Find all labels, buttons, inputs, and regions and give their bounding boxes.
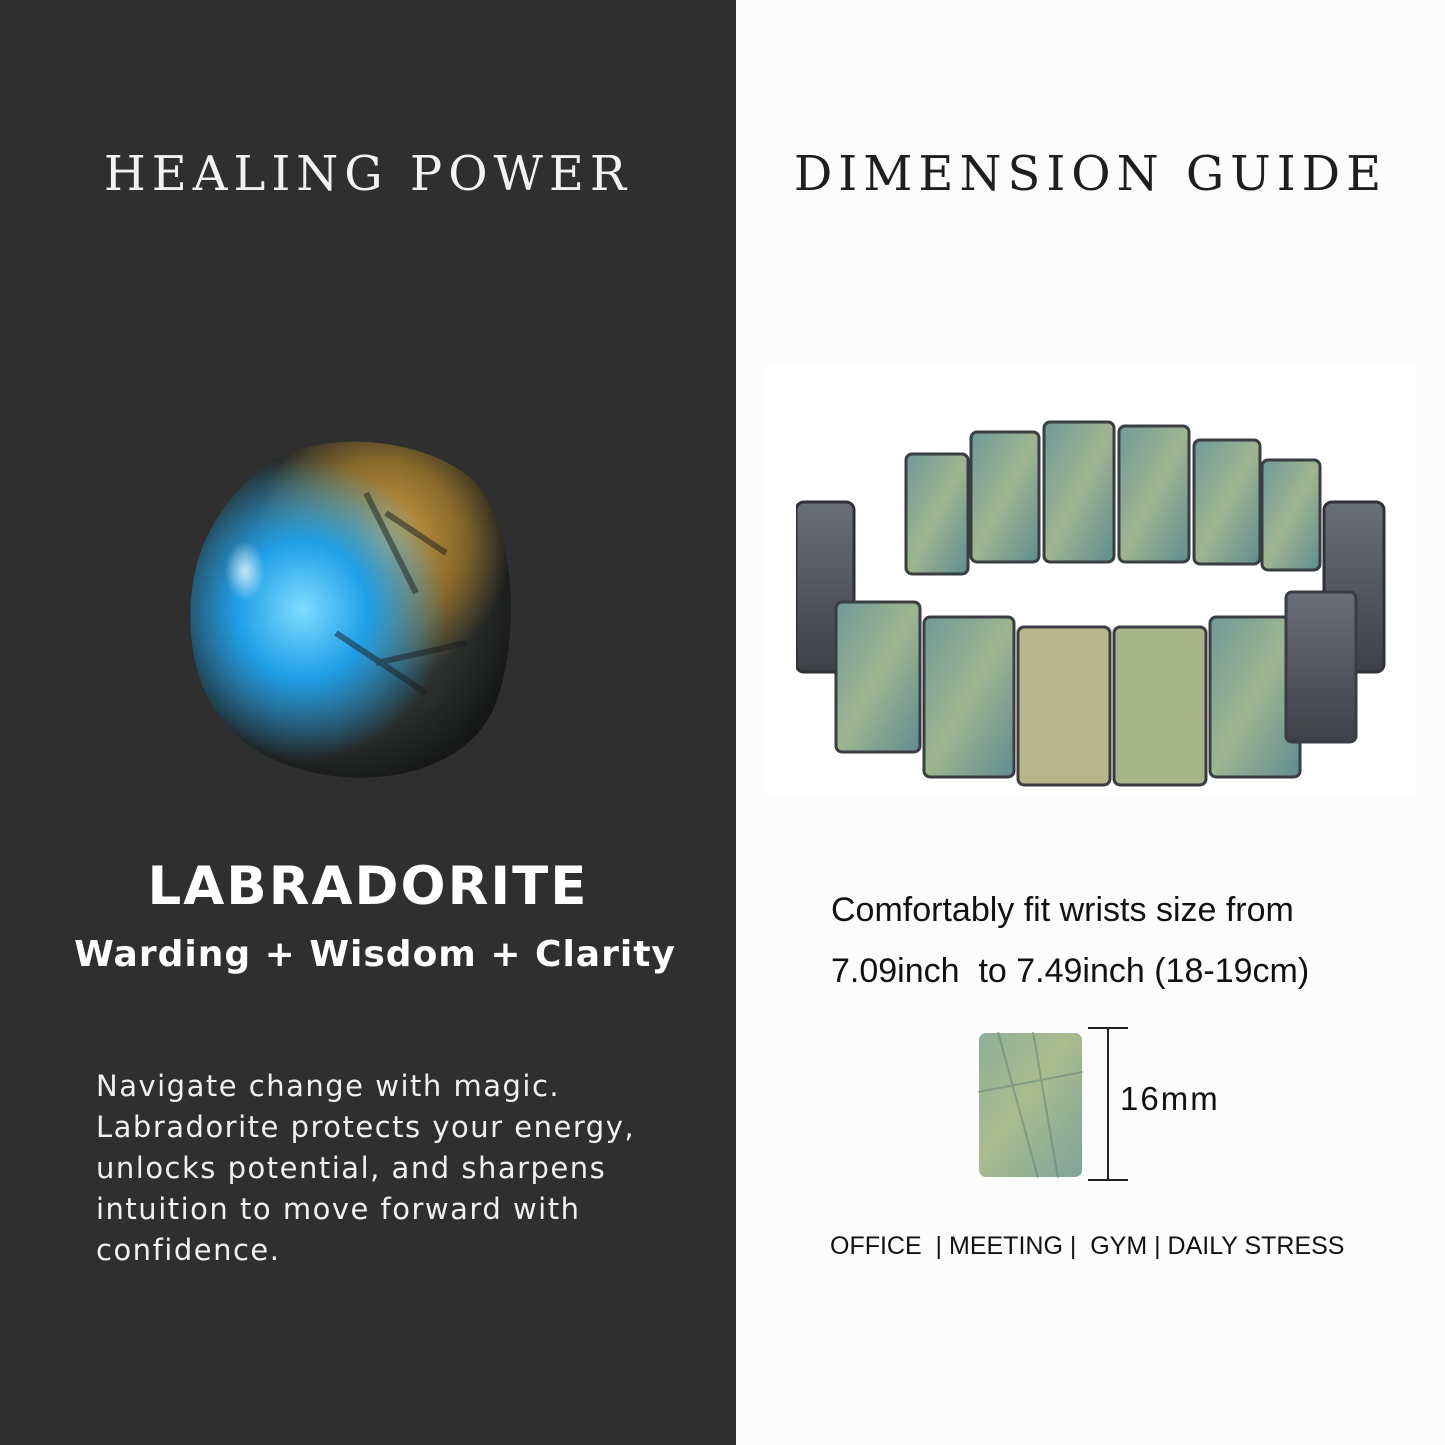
description-line: intuition to move forward with (96, 1192, 581, 1226)
description-line: Labradorite protects your energy, (96, 1110, 636, 1144)
use-cases: OFFICE | MEETING | GYM | DAILY STRESS (830, 1232, 1345, 1260)
healing-power-heading: HEALING POWER (103, 146, 633, 202)
description-line: unlocks potential, and sharpens (96, 1151, 607, 1185)
bracelet-image (796, 412, 1392, 792)
stone-name: LABRADORITE (147, 856, 589, 917)
description-line: confidence. (96, 1233, 281, 1267)
labradorite-stone-image (186, 433, 512, 781)
description-line: Navigate change with magic. (96, 1069, 561, 1103)
dimension-guide-panel (736, 0, 1445, 1445)
bead-size-label: 16mm (1120, 1080, 1220, 1117)
wrist-fit-text (831, 880, 1431, 1002)
stone-properties: Warding + Wisdom + Clarity (74, 934, 676, 975)
dimension-guide-heading: DIMENSION GUIDE (793, 146, 1388, 202)
single-bead-image (978, 1032, 1083, 1178)
stone-description (96, 1066, 696, 1271)
fit-line: Comfortably fit wrists size from (831, 891, 1294, 929)
fit-line: 7.09inch to 7.49inch (18-19cm) (831, 952, 1310, 990)
